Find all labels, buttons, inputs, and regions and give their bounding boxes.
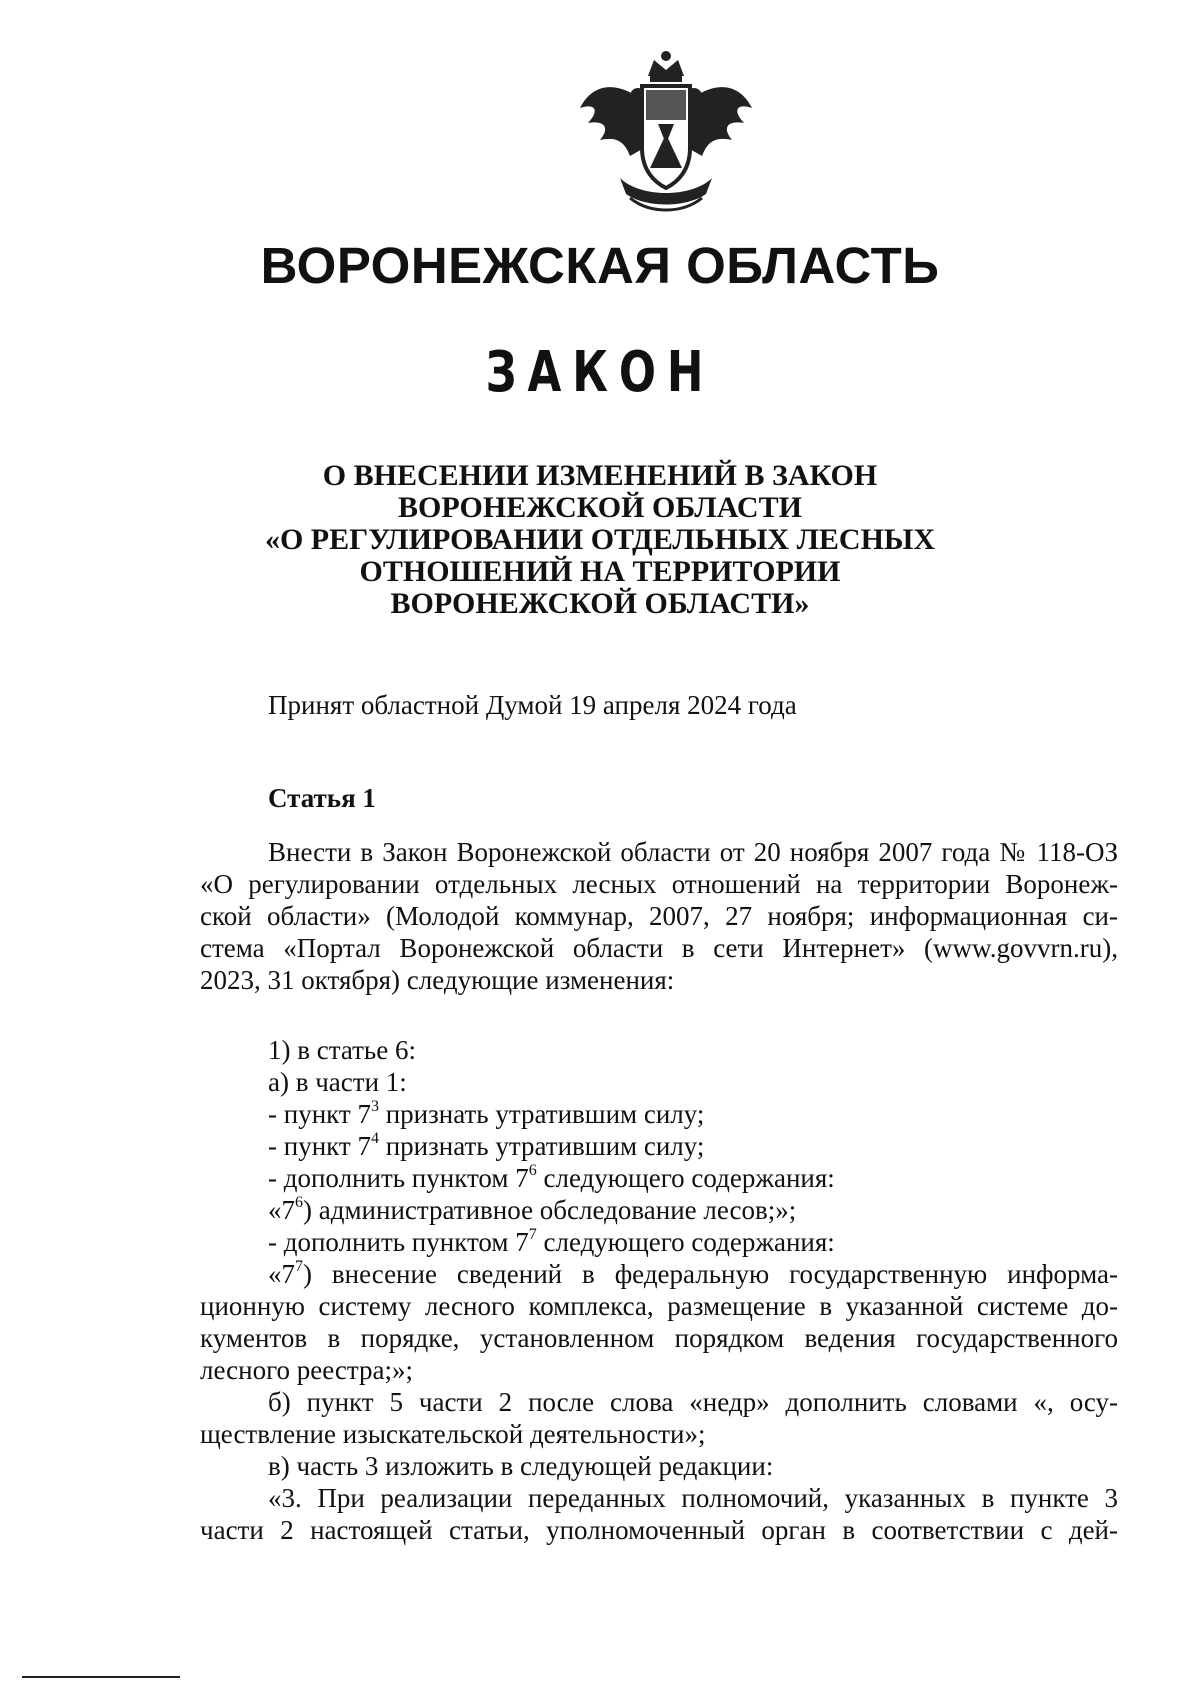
list-item: в) часть 3 изложить в следующей редакции: [268,1451,774,1481]
text-line: Внести в Закон Воронежской области от 20 ноября 2007 года № 118-ОЗ [268,837,1118,867]
text-line: ционную систему лесного комплекса, размещение в указанной системе до- [200,1291,1118,1321]
law-title-line: ВОРОНЕЖСКОЙ ОБЛАСТИ [398,491,802,524]
text-line: части 2 настоящей статьи, уполномоченный орган в соответствии с дей- [200,1515,1118,1545]
list-item: 1) в статье 6: [268,1035,416,1065]
law-title-line: ОТНОШЕНИЙ НА ТЕРРИТОРИИ [359,555,841,588]
document-type-title: ЗАКОН [485,340,715,405]
region-title: ВОРОНЕЖСКАЯ ОБЛАСТЬ [260,237,940,294]
footer-rule [22,1676,180,1678]
list-item: - пункт $7^3$ признать утратившим силу; [268,1098,705,1129]
text-line: кументов в порядке, установленном порядком ведения государственного [200,1323,1118,1353]
list-item: «$7^6$) административное обследование лесов;»; [268,1194,797,1225]
text-line: ской области» (Молодой коммунар, 2007, 27 ноября; информационная си- [200,901,1118,931]
text-line: ществление изыскательской деятельности»; [200,1419,706,1449]
text-line: «3. При реализации переданных полномочий, указанных в пункте 3 [268,1483,1118,1513]
list-item: а) в части 1: [268,1067,407,1097]
list-item: - дополнить пунктом $7^7$ следующего содержания: [268,1226,835,1257]
text-line: «О регулировании отдельных лесных отношений на территории Воронеж- [200,869,1118,899]
list-item: «$7^7$) внесение сведений в федеральную государственную информа- [268,1258,1118,1289]
article-heading: Статья 1 [268,783,376,813]
law-title-line: «О РЕГУЛИРОВАНИИ ОТДЕЛЬНЫХ ЛЕСНЫХ [264,523,936,556]
law-title-line: ВОРОНЕЖСКОЙ ОБЛАСТИ» [390,587,810,620]
list-item: - пункт $7^4$ признать утратившим силу; [268,1130,705,1161]
list-item: - дополнить пунктом $7^6$ следующего содержания: [268,1162,835,1193]
law-title-line: О ВНЕСЕНИИ ИЗМЕНЕНИЙ В ЗАКОН [322,459,878,492]
coat-of-arms-icon [570,48,762,220]
list-item: б) пункт 5 части 2 после слова «недр» дополнить словами «, осу- [268,1387,1118,1417]
adoption-date: Принят областной Думой 19 апреля 2024 года [268,690,797,720]
law-title [0,460,1200,620]
text-line: лесного реестра;»; [200,1355,413,1385]
text-line: 2023, 31 октября) следующие изменения: [200,965,675,995]
text-line: стема «Портал Воронежской области в сети Интернет» (www.govvrn.ru), [200,933,1118,963]
